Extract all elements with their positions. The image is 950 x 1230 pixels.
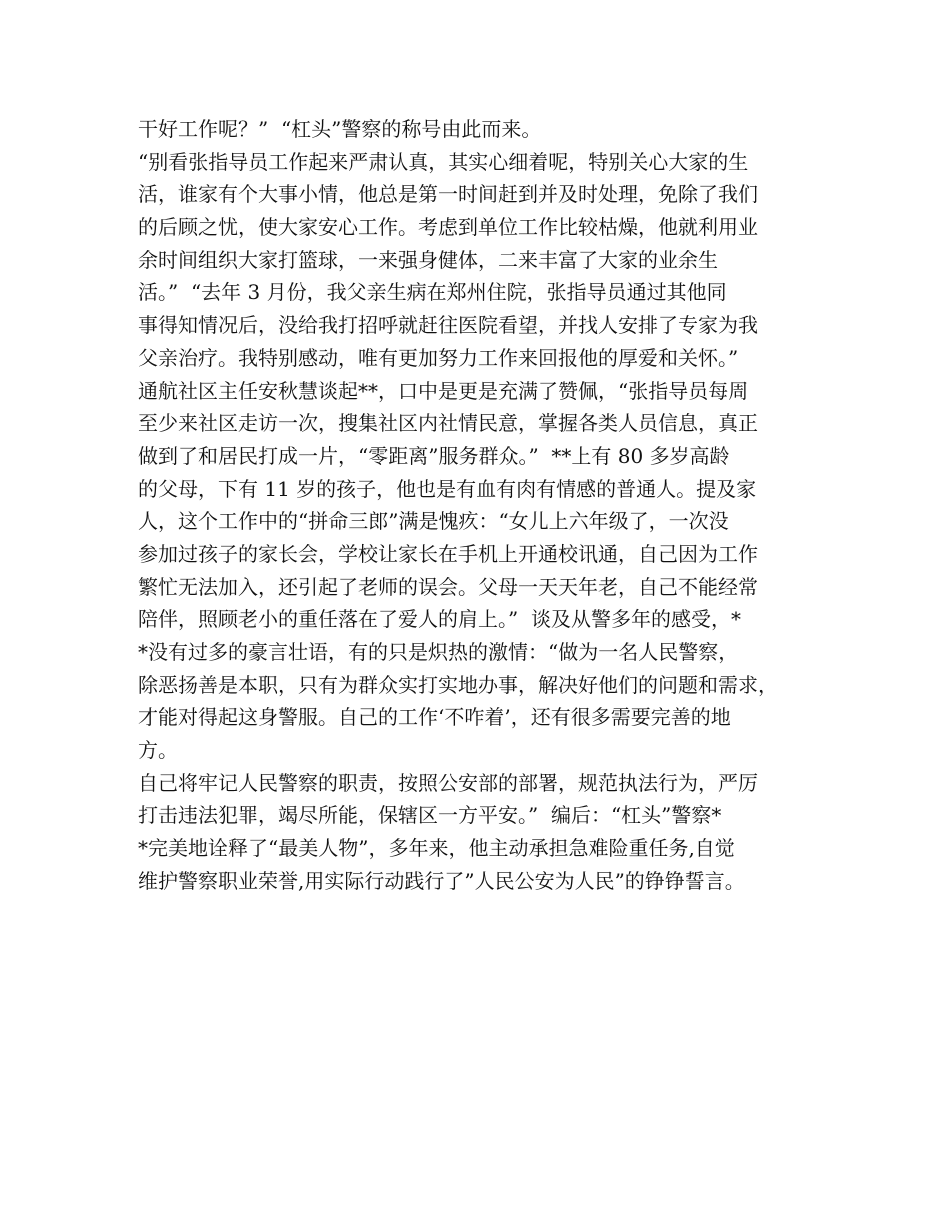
text-line: *没有过多的豪言壮语，有的只是炽热的激情：“做为一名人民警察，	[138, 640, 739, 664]
text-line: 至少来社区走访一次，搜集社区内社情民意，掌握各类人员信息，真正	[138, 411, 758, 436]
text-line: 自己将牢记人民警察的职责，按照公安部的部署，规范执法行为，严厉	[138, 770, 758, 795]
text-line: 父亲治疗。我特别感动，唯有更加努力工作来回报他的厚爱和关怀。”	[138, 345, 739, 370]
text-line: 人，这个工作中的“拼命三郎”满是愧疚：“女儿上六年级了，一次没	[138, 509, 729, 534]
text-line: 活。” “去年 3 月份，我父亲生病在郑州住院，张指导员通过其他同	[138, 280, 727, 305]
body-text	[138, 113, 828, 898]
text-line: 余时间组织大家打篮球，一来强身健体，二来丰富了大家的业余生	[138, 247, 718, 272]
text-line: 参加过孩子的家长会，学校让家长在手机上开通校讯通，自己因为工作	[138, 541, 758, 566]
text-line: 陪伴，照顾老小的重任落在了爱人的肩上。” 谈及从警多年的感受，*	[138, 607, 741, 632]
text-line: 做到了和居民打成一片，“零距离”服务群众。” **上有 80 多岁高龄	[138, 443, 730, 468]
text-line: 维护警察职业荣誉,用实际行动践行了”人民公安为人民”的铮铮誓言。	[138, 868, 745, 893]
text-line: “别看张指导员工作起来严肃认真，其实心细着呢，特别关心大家的生	[138, 149, 749, 174]
text-line: 的后顾之忧，使大家安心工作。考虑到单位工作比较枯燥，他就利用业	[138, 215, 758, 240]
text-line: 打击违法犯罪，竭尽所能，保辖区一方平安。” 编后：“杠头”警察*	[138, 803, 722, 828]
text-line: 的父母，下有 11 岁的孩子，他也是有血有肉有情感的普通人。提及家	[138, 476, 757, 501]
text-line: *完美地诠释了“最美人物”，多年来，他主动承担急难险重任务,自觉	[138, 836, 735, 861]
text-line: 干好工作呢？” “杠头”警察的称号由此而来。	[138, 117, 542, 141]
text-line: 除恶扬善是本职，只有为群众实打实地办事，解决好他们的问题和需求，	[138, 672, 778, 697]
text-line: 事得知情况后，没给我打招呼就赶往医院看望，并找人安排了专家为我	[138, 313, 758, 338]
text-line: 方。	[138, 738, 178, 763]
text-line: 通航社区主任安秋慧谈起**，口中是更是充满了赞佩，“张指导员每周	[138, 378, 749, 403]
text-line: 才能对得起这身警服。自己的工作‘不咋着’，还有很多需要完善的地	[138, 705, 731, 730]
text-line: 活，谁家有个大事小情，他总是第一时间赶到并及时处理，免除了我们	[138, 182, 758, 207]
text-line: 繁忙无法加入，还引起了老师的误会。父母一天天年老，自己不能经常	[138, 574, 758, 599]
